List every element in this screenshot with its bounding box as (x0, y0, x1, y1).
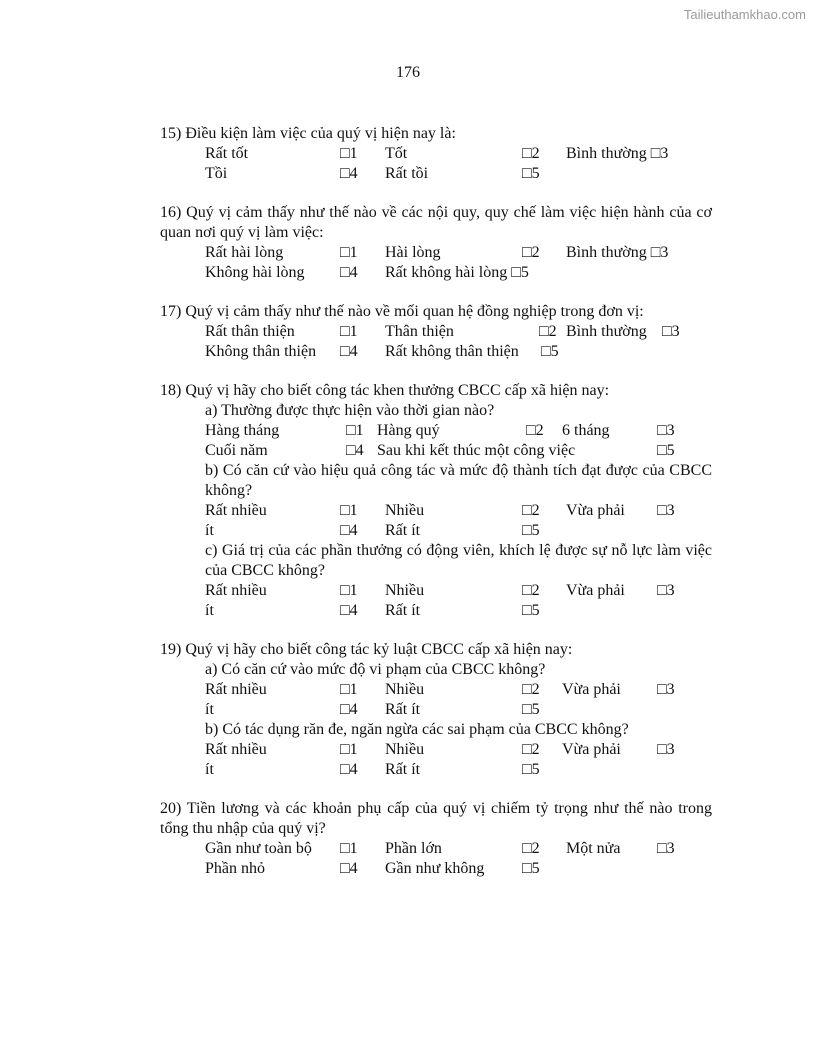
option-label: Vừa phải (562, 741, 621, 758)
option-label: Gần như không (385, 860, 485, 877)
question-18 (160, 381, 712, 621)
option-label: Gần như toàn bộ (205, 840, 312, 857)
option-label: Rất không thân thiện (385, 343, 519, 360)
checkbox-option-5[interactable]: □5 (522, 860, 540, 877)
option-label: Hàng tháng (205, 422, 280, 439)
checkbox-option-2[interactable]: □2 (522, 681, 540, 698)
question-text: 15) Điều kiện làm việc của quý vị hiện nay là: (160, 125, 456, 142)
option-label: Một nửa (566, 840, 621, 857)
checkbox-option-4[interactable]: □4 (340, 701, 358, 718)
checkbox-option-1[interactable]: □1 (340, 582, 358, 599)
page-number: 176 (396, 64, 420, 81)
question-text: 18) Quý vị hãy cho biết công tác khen thưởng CBCC cấp xã hiện nay: (160, 382, 610, 399)
checkbox-option-4[interactable]: □4 (340, 165, 358, 182)
checkbox-option-2[interactable]: □2 (522, 244, 540, 261)
question-text: 16) Quý vị cảm thấy như thế nào về các nội quy, quy chế làm việc hiện hành của cơ quan nơi quý vị làm việc: (160, 204, 712, 241)
checkbox-option-4[interactable]: □4 (346, 442, 364, 459)
option-row (160, 859, 712, 879)
option-label-with-checkbox-3[interactable]: Bình thường □3 (566, 145, 669, 162)
option-row (160, 421, 712, 441)
option-label: Rất ít (385, 602, 421, 619)
checkbox-option-2[interactable]: □2 (522, 582, 540, 599)
option-label-with-checkbox-3[interactable]: Bình thường □3 (566, 244, 669, 261)
question-15 (160, 124, 712, 184)
checkbox-option-2[interactable]: □2 (539, 323, 557, 340)
option-label-with-checkbox-5[interactable]: Rất không hài lòng □5 (385, 264, 529, 281)
option-label: ít (205, 761, 214, 778)
option-label: Không hài lòng (205, 264, 305, 281)
option-label: Rất hài lòng (205, 244, 284, 261)
checkbox-option-1[interactable]: □1 (346, 422, 364, 439)
question-text: 19) Quý vị hãy cho biết công tác kỷ luật CBCC cấp xã hiện nay: (160, 641, 573, 658)
option-label: ít (205, 522, 214, 539)
checkbox-option-3[interactable]: □3 (657, 582, 675, 599)
checkbox-option-2[interactable]: □2 (522, 502, 540, 519)
checkbox-option-4[interactable]: □4 (340, 343, 358, 360)
checkbox-option-5[interactable]: □5 (522, 602, 540, 619)
checkbox-option-4[interactable]: □4 (340, 860, 358, 877)
option-row (160, 740, 712, 760)
option-label: Nhiều (385, 741, 425, 758)
checkbox-option-1[interactable]: □1 (340, 840, 358, 857)
option-label: Rất ít (385, 761, 421, 778)
option-label: Nhiều (385, 681, 425, 698)
option-label: Rất ít (385, 701, 421, 718)
option-row (160, 144, 712, 164)
option-label: Bình thường (566, 323, 647, 340)
checkbox-option-3[interactable]: □3 (657, 840, 675, 857)
question-20 (160, 799, 712, 879)
option-label: Thân thiện (385, 323, 454, 340)
checkbox-option-4[interactable]: □4 (340, 761, 358, 778)
option-label: Nhiều (385, 582, 425, 599)
option-label: Vừa phải (562, 681, 621, 698)
question-16 (160, 203, 712, 283)
option-label: Rất tồi (385, 165, 429, 182)
option-row (160, 521, 712, 541)
option-label: Rất ít (385, 522, 421, 539)
option-row (160, 342, 712, 362)
checkbox-option-5[interactable]: □5 (522, 165, 540, 182)
sub-question-b: b) Có căn cứ vào hiệu quả công tác và mức độ thành tích đạt được của CBCC không? (205, 462, 712, 499)
question-text: 17) Quý vị cảm thấy như thế nào về mối quan hệ đồng nghiệp trong đơn vị: (160, 303, 644, 320)
option-row (160, 263, 712, 283)
checkbox-option-1[interactable]: □1 (340, 681, 358, 698)
sub-question-c: c) Giá trị của các phần thưởng có động viên, khích lệ được sự nỗ lực làm việc của CBCC không? (205, 542, 712, 579)
checkbox-option-1[interactable]: □1 (340, 145, 358, 162)
checkbox-option-3[interactable]: □3 (662, 323, 680, 340)
option-label: Hàng quý (377, 422, 440, 439)
question-text: 20) Tiền lương và các khoản phụ cấp của quý vị chiếm tỷ trọng như thế nào trong tổng thu nhập của quý vị? (160, 800, 712, 837)
checkbox-option-1[interactable]: □1 (340, 323, 358, 340)
option-label: 6 tháng (562, 422, 610, 439)
option-label: Không thân thiện (205, 343, 317, 360)
sub-question-a: a) Thường được thực hiện vào thời gian nào? (205, 402, 495, 419)
option-label: Phần nhỏ (205, 860, 265, 877)
checkbox-option-5[interactable]: □5 (541, 343, 559, 360)
checkbox-option-2[interactable]: □2 (522, 840, 540, 857)
checkbox-option-5[interactable]: □5 (522, 522, 540, 539)
sub-question-a: a) Có căn cứ vào mức độ vi phạm của CBCC không? (205, 661, 546, 678)
option-label: Rất thân thiện (205, 323, 295, 340)
checkbox-option-3[interactable]: □3 (657, 741, 675, 758)
option-row (160, 581, 712, 601)
question-17 (160, 302, 712, 362)
option-label: Rất nhiều (205, 741, 267, 758)
checkbox-option-5[interactable]: □5 (522, 701, 540, 718)
option-row (160, 322, 712, 342)
option-row (160, 501, 712, 521)
checkbox-option-1[interactable]: □1 (340, 741, 358, 758)
questionnaire (160, 124, 712, 898)
checkbox-option-4[interactable]: □4 (340, 522, 358, 539)
checkbox-option-2[interactable]: □2 (522, 741, 540, 758)
option-label: ít (205, 602, 214, 619)
option-label: Vừa phải (566, 582, 625, 599)
checkbox-option-1[interactable]: □1 (340, 244, 358, 261)
option-label: Rất tốt (205, 145, 249, 162)
checkbox-option-4[interactable]: □4 (340, 264, 358, 281)
option-label: Nhiều (385, 502, 425, 519)
option-label: Tồi (205, 165, 228, 182)
watermark: Tailieuthamkhao.com (683, 7, 806, 22)
option-label: ít (205, 701, 214, 718)
option-row (160, 164, 712, 184)
option-label: Vừa phải (566, 502, 625, 519)
option-label: Rất nhiều (205, 681, 267, 698)
checkbox-option-1[interactable]: □1 (340, 502, 358, 519)
option-label: Rất nhiều (205, 582, 267, 599)
option-label: Tốt (385, 145, 408, 162)
checkbox-option-3[interactable]: □3 (657, 422, 675, 439)
question-19 (160, 640, 712, 780)
sub-question-b: b) Có tác dụng răn đe, ngăn ngừa các sai phạm của CBCC không? (205, 721, 629, 738)
option-label: Cuối năm (205, 442, 268, 459)
option-row (160, 680, 712, 700)
checkbox-option-5[interactable]: □5 (657, 442, 675, 459)
checkbox-option-4[interactable]: □4 (340, 602, 358, 619)
option-label: Phần lớn (385, 840, 442, 857)
option-label: Hài lòng (385, 244, 441, 261)
checkbox-option-5[interactable]: □5 (522, 761, 540, 778)
option-label: Rất nhiều (205, 502, 267, 519)
option-row (160, 839, 712, 859)
option-label: Sau khi kết thúc một công việc (377, 442, 576, 459)
option-row (160, 243, 712, 263)
option-row (160, 700, 712, 720)
checkbox-option-2[interactable]: □2 (522, 145, 540, 162)
option-row (160, 441, 712, 461)
checkbox-option-3[interactable]: □3 (657, 502, 675, 519)
option-row (160, 601, 712, 621)
option-row (160, 760, 712, 780)
checkbox-option-2[interactable]: □2 (526, 422, 544, 439)
checkbox-option-3[interactable]: □3 (657, 681, 675, 698)
